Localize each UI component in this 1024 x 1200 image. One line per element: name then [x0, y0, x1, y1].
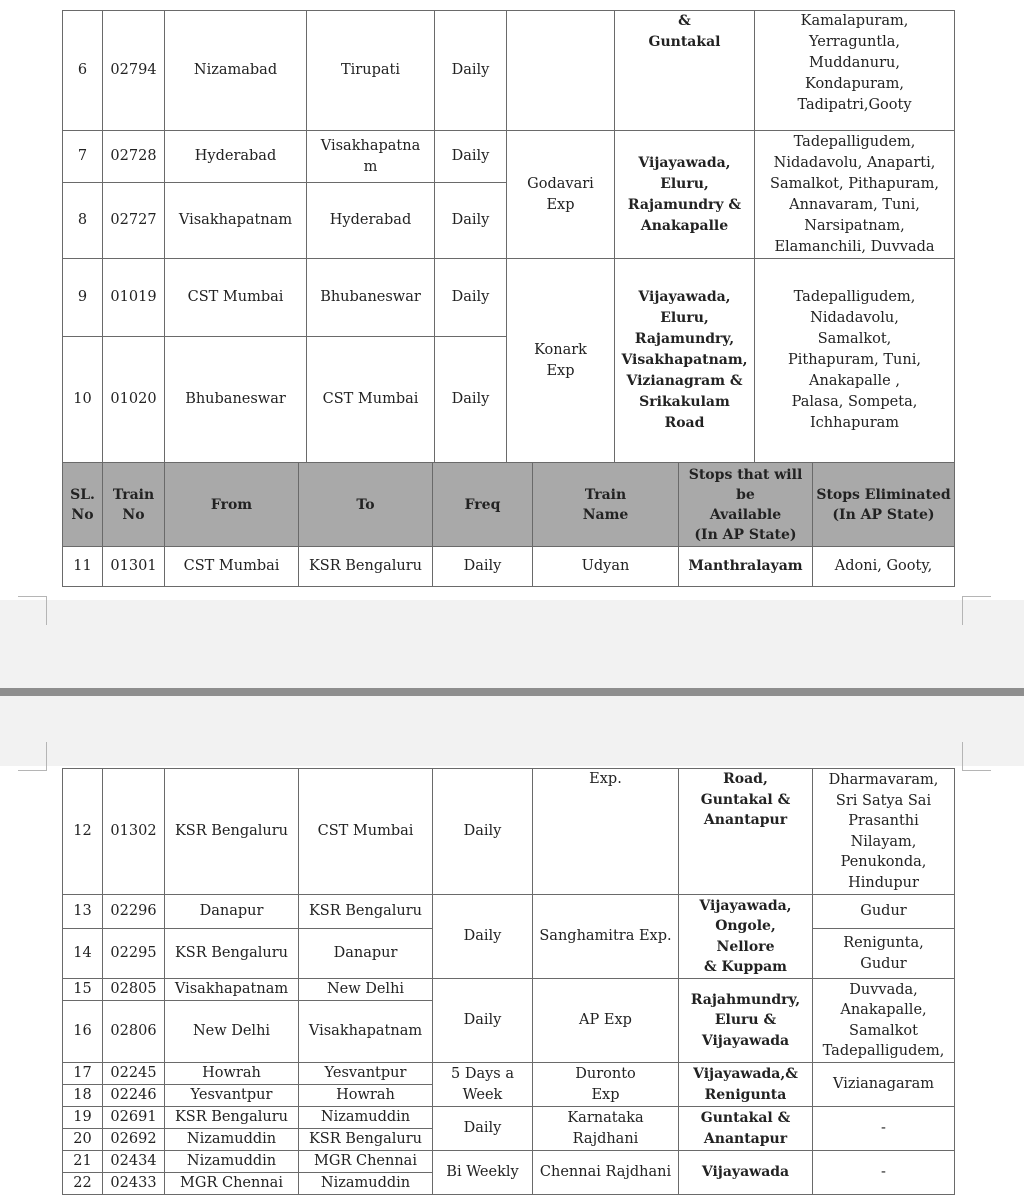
- from-cell: Nizamuddin: [165, 1129, 299, 1151]
- from-cell: KSR Bengaluru: [165, 1107, 299, 1129]
- table-row: [63, 131, 955, 183]
- stops-available-cell: Vijayawada, Ongole, Nellore & Kuppam: [679, 895, 813, 979]
- table-row: [63, 547, 955, 587]
- train-no-cell: 02434: [103, 1151, 165, 1173]
- to-cell: KSR Bengaluru: [299, 547, 433, 587]
- stops-available-cell: Vijayawada: [679, 1151, 813, 1195]
- stops-eliminated-cell: Tadepalligudem, Nidadavolu, Samalkot, Pithapuram, Tuni, Anakapalle , Palasa, Sompeta, Ichhapuram: [755, 259, 955, 463]
- train-no-cell: 02246: [103, 1085, 165, 1107]
- to-cell: MGR Chennai: [299, 1151, 433, 1173]
- page-gap: [0, 696, 1024, 766]
- sl-cell: 9: [63, 259, 103, 337]
- table-row: [63, 1063, 955, 1085]
- stops-eliminated-cell: Renigunta, Gudur: [813, 929, 955, 979]
- train-no-cell: 02295: [103, 929, 165, 979]
- stops-eliminated-cell: Tadepalligudem, Nidadavolu, Anaparti, Samalkot, Pithapuram, Annavaram, Tuni, Narsipatnam, Elamanchili, Duvvada: [755, 131, 955, 259]
- table-row: [63, 1107, 955, 1129]
- train-name-cell: Chennai Rajdhani: [533, 1151, 679, 1195]
- stops-available-cell: Vijayawada, Eluru, Rajamundry, Visakhapatnam, Vizianagram & Srikakulam Road: [615, 259, 755, 463]
- table-row: [63, 979, 955, 1001]
- stops-eliminated-cell: Adoni, Gooty,: [813, 547, 955, 587]
- page-corner-mark: [18, 596, 47, 625]
- stops-available-cell: Manthralayam: [679, 547, 813, 587]
- table-row: [63, 895, 955, 929]
- sl-cell: 21: [63, 1151, 103, 1173]
- train-name-cell: Sanghamitra Exp.: [533, 895, 679, 979]
- header-train-no: Train No: [103, 463, 165, 547]
- table-row: [63, 11, 955, 131]
- stops-eliminated-cell: Gudur: [813, 895, 955, 929]
- train-no-cell: 01019: [103, 259, 165, 337]
- stops-eliminated-cell: -: [813, 1151, 955, 1195]
- from-cell: Nizamabad: [165, 11, 307, 131]
- train-no-cell: 02794: [103, 11, 165, 131]
- page-corner-mark: [962, 596, 991, 625]
- from-cell: Yesvantpur: [165, 1085, 299, 1107]
- from-cell: New Delhi: [165, 1001, 299, 1063]
- from-cell: Visakhapatnam: [165, 183, 307, 259]
- stops-available-cell: Road, Guntakal & Anantapur: [679, 769, 813, 895]
- from-cell: Visakhapatnam: [165, 979, 299, 1001]
- page-gap: [0, 600, 1024, 688]
- from-cell: Howrah: [165, 1063, 299, 1085]
- freq-cell: Daily: [435, 259, 507, 337]
- sl-cell: 15: [63, 979, 103, 1001]
- sl-cell: 20: [63, 1129, 103, 1151]
- train-name-cell: Duronto Exp: [533, 1063, 679, 1107]
- from-cell: MGR Chennai: [165, 1173, 299, 1195]
- page-corner-mark: [18, 742, 47, 771]
- sl-cell: 14: [63, 929, 103, 979]
- train-no-cell: 01302: [103, 769, 165, 895]
- train-name-cell: Udyan: [533, 547, 679, 587]
- train-no-cell: 02805: [103, 979, 165, 1001]
- train-no-cell: 02296: [103, 895, 165, 929]
- train-table-top: [62, 10, 955, 463]
- freq-cell: Daily: [433, 979, 533, 1063]
- from-cell: KSR Bengaluru: [165, 769, 299, 895]
- stops-eliminated-cell: Dharmavaram, Sri Satya Sai Prasanthi Nilayam, Penukonda, Hindupur: [813, 769, 955, 895]
- sl-cell: 18: [63, 1085, 103, 1107]
- header-stops-available: Stops that will be Available (In AP State): [679, 463, 813, 547]
- stops-available-cell: Vijayawada, Eluru, Rajamundry & Anakapalle: [615, 131, 755, 259]
- train-no-cell: 02692: [103, 1129, 165, 1151]
- freq-cell: Daily: [435, 337, 507, 463]
- to-cell: New Delhi: [299, 979, 433, 1001]
- header-from: From: [165, 463, 299, 547]
- table-row: [63, 769, 955, 895]
- sl-cell: 12: [63, 769, 103, 895]
- from-cell: Danapur: [165, 895, 299, 929]
- train-name-cell: Karnataka Rajdhani: [533, 1107, 679, 1151]
- header-sl: SL. No: [63, 463, 103, 547]
- stops-eliminated-cell: -: [813, 1107, 955, 1151]
- train-name-cell: AP Exp: [533, 979, 679, 1063]
- sl-cell: 19: [63, 1107, 103, 1129]
- train-no-cell: 02433: [103, 1173, 165, 1195]
- table-row: [63, 259, 955, 337]
- freq-cell: Bi Weekly: [433, 1151, 533, 1195]
- sl-cell: 17: [63, 1063, 103, 1085]
- sl-cell: 13: [63, 895, 103, 929]
- from-cell: Bhubaneswar: [165, 337, 307, 463]
- from-cell: Hyderabad: [165, 131, 307, 183]
- header-freq: Freq: [433, 463, 533, 547]
- train-name-cell: [507, 11, 615, 131]
- stops-available-cell: Vijayawada,& Renigunta: [679, 1063, 813, 1107]
- train-name-cell: Exp.: [533, 769, 679, 895]
- from-cell: KSR Bengaluru: [165, 929, 299, 979]
- stops-eliminated-cell: Vizianagaram: [813, 1063, 955, 1107]
- train-no-cell: 02806: [103, 1001, 165, 1063]
- to-cell: KSR Bengaluru: [299, 895, 433, 929]
- header-stops-eliminated: Stops Eliminated (In AP State): [813, 463, 955, 547]
- freq-cell: Daily: [435, 183, 507, 259]
- stops-eliminated-cell: Duvvada, Anakapalle, Samalkot Tadepalligudem,: [813, 979, 955, 1063]
- train-table-header-section: [62, 462, 955, 587]
- to-cell: Tirupati: [307, 11, 435, 131]
- freq-cell: Daily: [433, 547, 533, 587]
- freq-cell: Daily: [433, 1107, 533, 1151]
- stops-available-cell: & Guntakal: [615, 11, 755, 131]
- page-corner-mark: [962, 742, 991, 771]
- train-name-cell: Godavari Exp: [507, 131, 615, 259]
- document-page-2: [0, 696, 1024, 1200]
- to-cell: Hyderabad: [307, 183, 435, 259]
- table-header-row: [63, 463, 955, 547]
- to-cell: Visakhapatna m: [307, 131, 435, 183]
- sl-cell: 22: [63, 1173, 103, 1195]
- to-cell: Danapur: [299, 929, 433, 979]
- freq-cell: Daily: [433, 895, 533, 979]
- sl-cell: 6: [63, 11, 103, 131]
- train-no-cell: 01020: [103, 337, 165, 463]
- to-cell: Howrah: [299, 1085, 433, 1107]
- sl-cell: 8: [63, 183, 103, 259]
- to-cell: CST Mumbai: [307, 337, 435, 463]
- from-cell: CST Mumbai: [165, 547, 299, 587]
- table-row: [63, 1151, 955, 1173]
- train-no-cell: 02691: [103, 1107, 165, 1129]
- sl-cell: 7: [63, 131, 103, 183]
- to-cell: Nizamuddin: [299, 1107, 433, 1129]
- stops-eliminated-cell: Kamalapuram, Yerraguntla, Muddanuru, Kondapuram, Tadipatri,Gooty: [755, 11, 955, 131]
- from-cell: Nizamuddin: [165, 1151, 299, 1173]
- sl-cell: 10: [63, 337, 103, 463]
- sl-cell: 16: [63, 1001, 103, 1063]
- train-table-bottom: [62, 768, 955, 1195]
- stops-available-cell: Guntakal & Anantapur: [679, 1107, 813, 1151]
- page-divider: [0, 688, 1024, 696]
- header-train-name: Train Name: [533, 463, 679, 547]
- train-no-cell: 02728: [103, 131, 165, 183]
- to-cell: CST Mumbai: [299, 769, 433, 895]
- train-no-cell: 02245: [103, 1063, 165, 1085]
- train-no-cell: 02727: [103, 183, 165, 259]
- train-name-cell: Konark Exp: [507, 259, 615, 463]
- freq-cell: Daily: [433, 769, 533, 895]
- freq-cell: Daily: [435, 131, 507, 183]
- header-to: To: [299, 463, 433, 547]
- to-cell: Nizamuddin: [299, 1173, 433, 1195]
- freq-cell: Daily: [435, 11, 507, 131]
- sl-cell: 11: [63, 547, 103, 587]
- to-cell: Visakhapatnam: [299, 1001, 433, 1063]
- train-no-cell: 01301: [103, 547, 165, 587]
- to-cell: Bhubaneswar: [307, 259, 435, 337]
- from-cell: CST Mumbai: [165, 259, 307, 337]
- to-cell: KSR Bengaluru: [299, 1129, 433, 1151]
- freq-cell: 5 Days a Week: [433, 1063, 533, 1107]
- to-cell: Yesvantpur: [299, 1063, 433, 1085]
- stops-available-cell: Rajahmundry, Eluru & Vijayawada: [679, 979, 813, 1063]
